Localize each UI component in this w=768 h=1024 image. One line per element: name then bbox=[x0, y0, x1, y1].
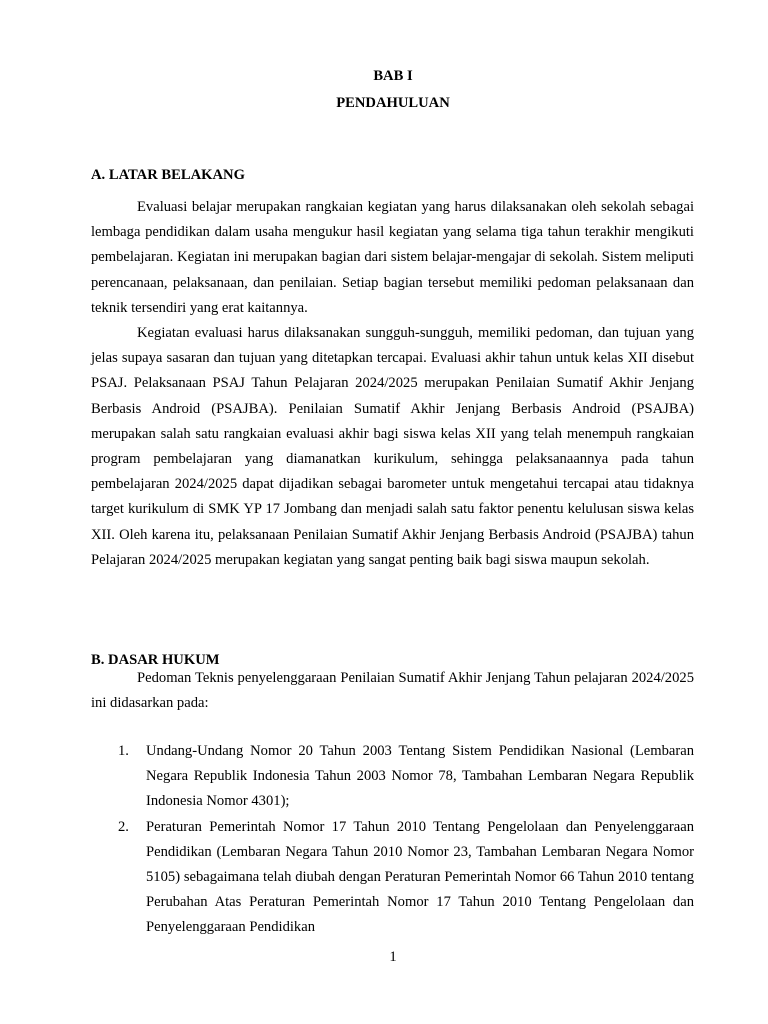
legal-basis-list bbox=[91, 739, 694, 942]
paragraph-latar-2: Kegiatan evaluasi harus dilaksanakan sungguh-sungguh, memiliki pedoman, dan tujuan yang jelas supaya sasaran dan tujuan yang ditetapkan tercapai. Evaluasi akhir tahun untuk kelas XII disebut PSAJ. Pelaksanaan PSAJ Tahun Pelajaran 2024/2025 merupakan Penilaian Sumatif Akhir Jenjang Berbasis Android (PSAJBA). Penilaian Sumatif Akhir Jenjang Berbasis Android (PSAJBA) merupakan salah satu rangkaian evaluasi akhir bagi siswa kelas XII yang telah menempuh rangkaian program pembelajaran yang diamanatkan kurikulum, sehingga pelaksanaannya pada tahun pembelajaran 2024/2025 dapat dijadikan sebagai barometer untuk mengetahui tercapai atau tidaknya target kurikulum di SMK YP 17 Jombang dan menjadi salah satu faktor penentu kelulusan siswa kelas XII. Oleh karena itu, pelaksanaan Penilaian Sumatif Akhir Jenjang Berbasis Android (PSAJBA) tahun Pelajaran 2024/2025 merupakan kegiatan yang sangat penting baik bagi siswa maupun sekolah. bbox=[91, 325, 694, 568]
list-item-text: Peraturan Pemerintah Nomor 17 Tahun 2010 Tentang Pengelolaan dan Penyelenggaraan Pendidikan (Lembaran Negara Tahun 2010 Nomor 23, Tambahan Lembaran Negara Nomor 5105) sebagaimana telah diubah dengan Peraturan Pemerintah Nomor 66 Tahun 2010 tentang Perubahan Atas Peraturan Pemerintah Nomor 17 Tahun 2010 Tentang Pengelolaan dan Penyelenggaraan Pendidikan bbox=[146, 818, 694, 936]
list-item bbox=[91, 739, 694, 815]
section-heading-dasar-hukum: B. DASAR HUKUM bbox=[91, 652, 220, 668]
section-heading-latar-belakang: A. LATAR BELAKANG bbox=[91, 167, 245, 183]
page-number: 1 bbox=[389, 949, 397, 965]
chapter-title: PENDAHULUAN bbox=[336, 95, 450, 111]
list-item-number: 2. bbox=[118, 818, 129, 835]
paragraph-dasar-intro: Pedoman Teknis penyelenggaraan Penilaian Sumatif Akhir Jenjang Tahun pelajaran 2024/2025 ini didasarkan pada: bbox=[91, 670, 694, 712]
list-item bbox=[91, 815, 694, 941]
list-item-number: 1. bbox=[118, 743, 129, 759]
chapter-number: BAB I bbox=[373, 68, 413, 84]
paragraph-latar-1: Evaluasi belajar merupakan rangkaian kegiatan yang harus dilaksanakan oleh sekolah sebagai lembaga pendidikan dalam usaha mengukur hasil kegiatan yang selama tiga tahun terakhir mengikuti pembelajaran. Kegiatan ini merupakan bagian dari sistem belajar-mengajar di sekolah. Sistem meliputi perencanaan, pelaksanaan, dan penilaian. Setiap bagian tersebut memiliki pedoman pelaksanaan dan teknik tersendiri yang erat kaitannya. bbox=[91, 199, 694, 316]
list-item-text: Undang-Undang Nomor 20 Tahun 2003 Tentang Sistem Pendidikan Nasional (Lembaran Negara Republik Indonesia Tahun 2003 Nomor 78, Tambahan Lembaran Negara Republik Indonesia Nomor 4301); bbox=[146, 743, 694, 810]
